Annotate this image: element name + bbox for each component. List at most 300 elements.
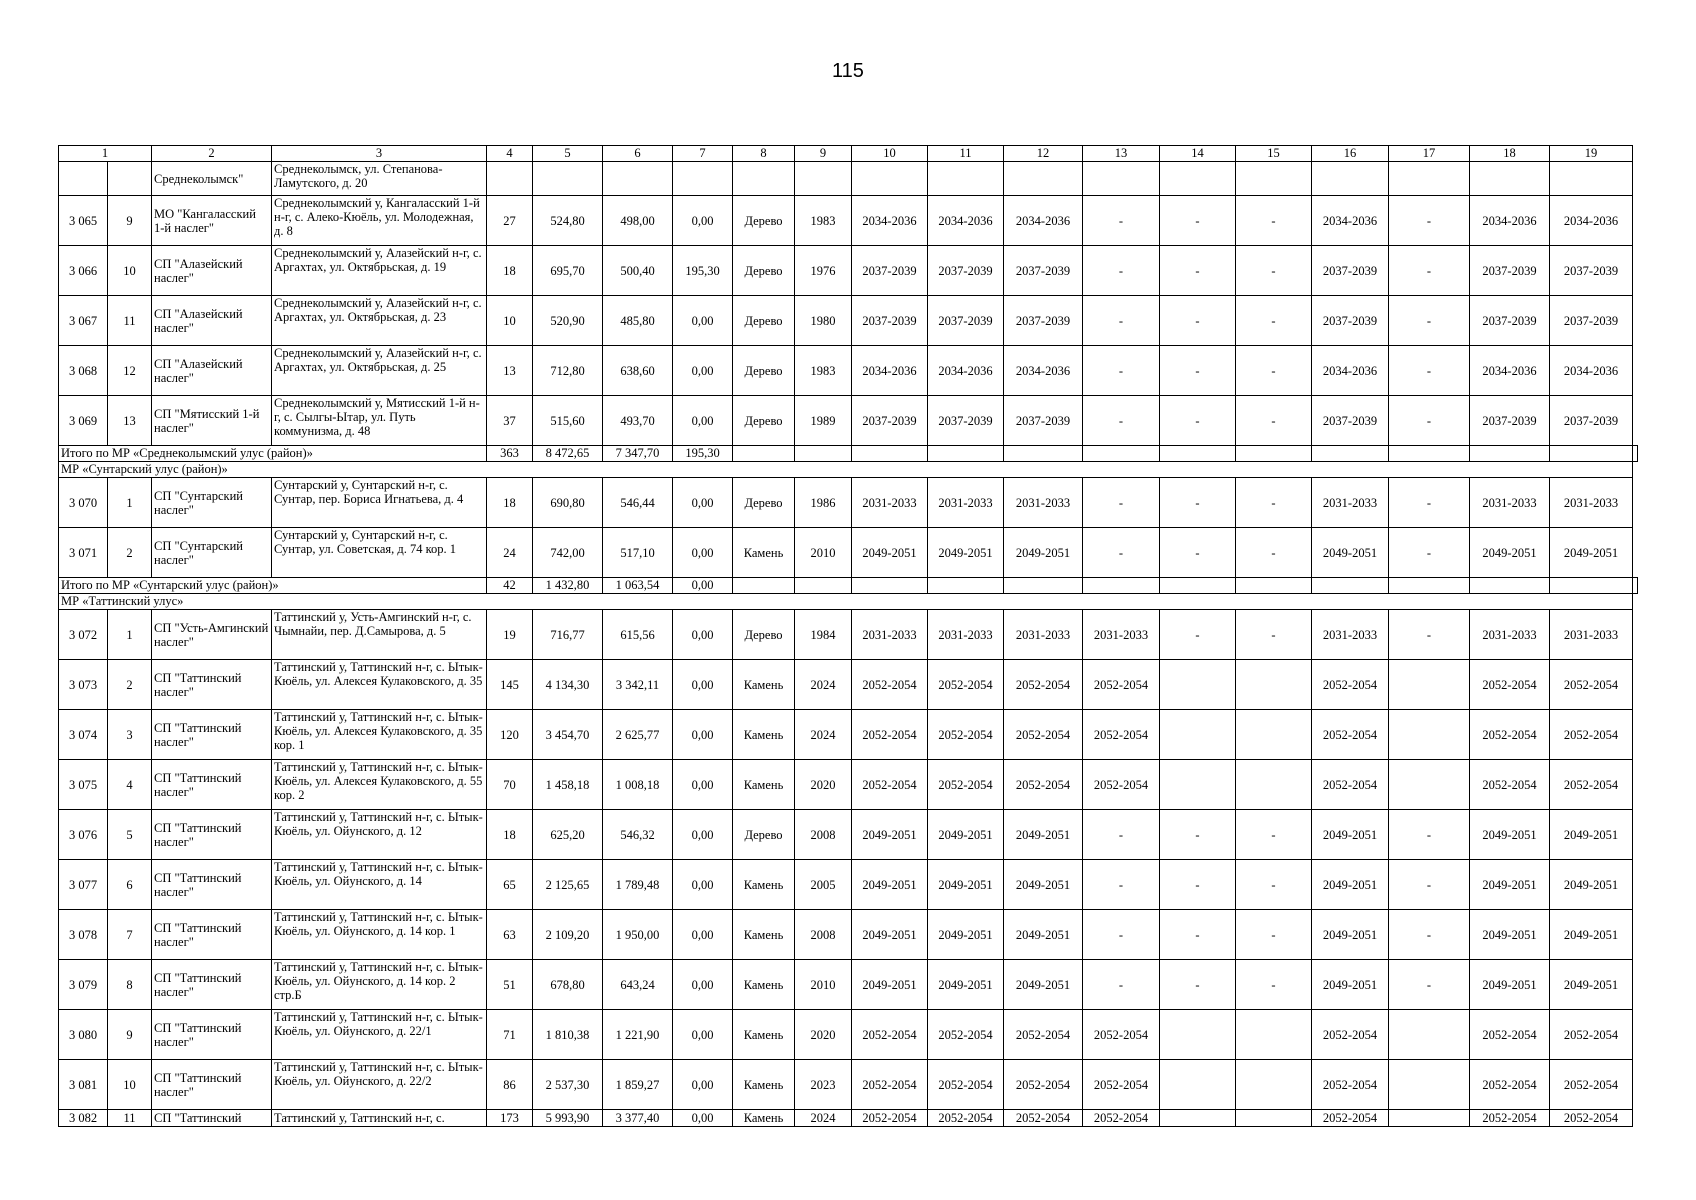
table-cell: 4 xyxy=(108,760,152,810)
table-cell: 0,00 xyxy=(673,960,733,1010)
table-cell: 3 xyxy=(108,710,152,760)
table-cell: 2034-2036 xyxy=(1550,346,1633,396)
table-cell: 2 125,65 xyxy=(533,860,603,910)
section-header-row xyxy=(59,594,1638,610)
table-cell xyxy=(1389,162,1470,196)
table-cell: 2052-2054 xyxy=(852,1110,928,1127)
table-cell: 51 xyxy=(487,960,533,1010)
table-cell: 2008 xyxy=(795,910,852,960)
table-cell xyxy=(1389,1010,1470,1060)
column-number-cell: 15 xyxy=(1236,146,1312,162)
table-cell: 3 454,70 xyxy=(533,710,603,760)
table-cell: 2052-2054 xyxy=(928,660,1004,710)
total-cell xyxy=(1083,578,1160,594)
table-cell: Дерево xyxy=(733,246,795,296)
table-cell: 546,44 xyxy=(603,478,673,528)
table-cell: 2049-2051 xyxy=(1312,810,1389,860)
table-row xyxy=(59,960,1638,1010)
address-cell: Среднеколымский у, Мятисский 1-й н-г, с. Сылгы-Ытар, ул. Путь коммунизма, д. 48 xyxy=(272,396,487,446)
table-cell: 1984 xyxy=(795,610,852,660)
table-cell: - xyxy=(1160,910,1236,960)
table-cell: 3 073 xyxy=(59,660,108,710)
table-cell: 2049-2051 xyxy=(1004,860,1083,910)
table-cell xyxy=(673,162,733,196)
table-cell xyxy=(1083,162,1160,196)
owner-cell: СП "Таттинский наслег" xyxy=(152,960,272,1010)
total-cell xyxy=(1160,578,1236,594)
address-cell: Среднеколымский у, Алазейский н-г, с. Аргахтах, ул. Октябрьская, д. 25 xyxy=(272,346,487,396)
column-number-cell: 16 xyxy=(1312,146,1389,162)
table-cell: Камень xyxy=(733,1010,795,1060)
total-cell: 7 347,70 xyxy=(603,446,673,462)
total-cell xyxy=(1004,578,1083,594)
table-cell: 2052-2054 xyxy=(928,1010,1004,1060)
address-cell: Таттинский у, Усть-Амгинский н-г, с. Чымнайи, пер. Д.Самырова, д. 5 xyxy=(272,610,487,660)
table-cell xyxy=(1236,710,1312,760)
table-cell: 2049-2051 xyxy=(1550,860,1633,910)
column-number-row xyxy=(59,146,1638,162)
table-cell: 2052-2054 xyxy=(852,660,928,710)
table-cell: 3 076 xyxy=(59,810,108,860)
table-cell: - xyxy=(1236,396,1312,446)
table-cell: 1 950,00 xyxy=(603,910,673,960)
table-cell xyxy=(1389,660,1470,710)
total-cell xyxy=(1236,578,1312,594)
table-cell: - xyxy=(1160,296,1236,346)
table-cell: 3 082 xyxy=(59,1110,108,1127)
table-cell: - xyxy=(1083,910,1160,960)
table-row xyxy=(59,478,1638,528)
table-cell: 2031-2033 xyxy=(1470,478,1550,528)
address-cell: Среднеколымский у, Кангаласский 1-й н-г, с. Алеко-Кюёль, ул. Молодежная, д. 8 xyxy=(272,196,487,246)
table-cell: 71 xyxy=(487,1010,533,1060)
table-cell: 1 810,38 xyxy=(533,1010,603,1060)
table-cell: 3 072 xyxy=(59,610,108,660)
table-cell xyxy=(1236,660,1312,710)
table-cell: 7 xyxy=(108,910,152,960)
table-cell: 2052-2054 xyxy=(1004,1010,1083,1060)
table-cell: - xyxy=(1160,396,1236,446)
total-cell: 42 xyxy=(487,578,533,594)
table-cell: 2024 xyxy=(795,1110,852,1127)
table-row xyxy=(59,196,1638,246)
table-cell: 12 xyxy=(108,346,152,396)
table-cell: 3 075 xyxy=(59,760,108,810)
table-cell: 2052-2054 xyxy=(928,760,1004,810)
address-cell: Таттинский у, Таттинский н-г, с. Ытык-Кюёль, ул. Ойунского, д. 14 кор. 1 xyxy=(272,910,487,960)
table-cell: 3 079 xyxy=(59,960,108,1010)
total-cell xyxy=(928,578,1004,594)
table-cell: 2049-2051 xyxy=(1550,528,1633,578)
table-cell xyxy=(1470,162,1550,196)
total-cell: 0,00 xyxy=(673,578,733,594)
table-cell: 2049-2051 xyxy=(1004,528,1083,578)
total-cell xyxy=(733,578,795,594)
table-cell: - xyxy=(1236,528,1312,578)
table-cell: 2 xyxy=(108,660,152,710)
table-cell: 485,80 xyxy=(603,296,673,346)
table-cell: 2049-2051 xyxy=(928,910,1004,960)
page-number: 115 xyxy=(832,60,864,82)
table-cell: 2052-2054 xyxy=(1083,1060,1160,1110)
table-cell xyxy=(487,162,533,196)
table-cell: 27 xyxy=(487,196,533,246)
table-cell: 3 077 xyxy=(59,860,108,910)
owner-cell: СП "Таттинский наслег" xyxy=(152,1010,272,1060)
total-cell xyxy=(795,446,852,462)
owner-cell: СП "Алазейский наслег" xyxy=(152,346,272,396)
total-cell xyxy=(1550,446,1633,462)
table-cell: 2010 xyxy=(795,960,852,1010)
table-cell: - xyxy=(1160,810,1236,860)
owner-cell: СП "Алазейский наслег" xyxy=(152,296,272,346)
column-number-cell: 1 xyxy=(59,146,152,162)
table-cell: 2037-2039 xyxy=(1004,246,1083,296)
table-cell: 2052-2054 xyxy=(1083,660,1160,710)
table-row xyxy=(59,1010,1638,1060)
table-cell: 0,00 xyxy=(673,860,733,910)
housing-register-table xyxy=(58,145,1638,1127)
table-cell: 1 859,27 xyxy=(603,1060,673,1110)
table-cell xyxy=(108,162,152,196)
column-number-cell: 8 xyxy=(733,146,795,162)
table-cell: - xyxy=(1083,810,1160,860)
table-cell: 0,00 xyxy=(673,910,733,960)
table-cell: 10 xyxy=(487,296,533,346)
table-cell: 3 066 xyxy=(59,246,108,296)
table-cell: 2031-2033 xyxy=(1470,610,1550,660)
table-cell: - xyxy=(1160,860,1236,910)
address-cell: Среднеколымский у, Алазейский н-г, с. Аргахтах, ул. Октябрьская, д. 19 xyxy=(272,246,487,296)
section-title: МР «Таттинский улус» xyxy=(59,594,1633,610)
table-cell: 2020 xyxy=(795,1010,852,1060)
table-cell: - xyxy=(1083,196,1160,246)
table-cell: 0,00 xyxy=(673,1060,733,1110)
table-cell: 18 xyxy=(487,810,533,860)
table-cell: 2049-2051 xyxy=(928,528,1004,578)
table-cell: 2049-2051 xyxy=(1470,860,1550,910)
table-cell: 2049-2051 xyxy=(852,960,928,1010)
table-cell: - xyxy=(1389,478,1470,528)
table-cell: 1 008,18 xyxy=(603,760,673,810)
owner-cell: СП "Таттинский наслег" xyxy=(152,660,272,710)
table-cell: - xyxy=(1389,346,1470,396)
table-cell: - xyxy=(1236,346,1312,396)
table-cell: - xyxy=(1160,528,1236,578)
table-row xyxy=(59,396,1638,446)
owner-cell: СП "Таттинский наслег" xyxy=(152,810,272,860)
column-number-cell: 7 xyxy=(673,146,733,162)
table-cell: 515,60 xyxy=(533,396,603,446)
table-cell: 2049-2051 xyxy=(852,860,928,910)
table-cell: - xyxy=(1389,860,1470,910)
table-row xyxy=(59,162,1638,196)
table-row xyxy=(59,528,1638,578)
table-cell: 1986 xyxy=(795,478,852,528)
table-cell: 11 xyxy=(108,296,152,346)
table-cell: 13 xyxy=(108,396,152,446)
table-cell: Дерево xyxy=(733,296,795,346)
total-cell xyxy=(1633,446,1638,462)
table-cell xyxy=(1389,710,1470,760)
table-cell: 0,00 xyxy=(673,478,733,528)
table-cell: 2052-2054 xyxy=(1312,1110,1389,1127)
table-cell: 2052-2054 xyxy=(1470,710,1550,760)
column-number-cell: 9 xyxy=(795,146,852,162)
total-cell xyxy=(733,446,795,462)
total-cell: 8 472,65 xyxy=(533,446,603,462)
table-cell: Дерево xyxy=(733,346,795,396)
table-row xyxy=(59,710,1638,760)
table-cell: 3 071 xyxy=(59,528,108,578)
column-number-cell: 18 xyxy=(1470,146,1550,162)
table-cell: 0,00 xyxy=(673,610,733,660)
total-cell: 363 xyxy=(487,446,533,462)
column-number-cell: 5 xyxy=(533,146,603,162)
table-cell: - xyxy=(1236,610,1312,660)
table-cell xyxy=(1160,1010,1236,1060)
table-cell: 2052-2054 xyxy=(1083,1110,1160,1127)
table-row xyxy=(59,760,1638,810)
table-cell: 2052-2054 xyxy=(1470,1110,1550,1127)
table-cell: 1983 xyxy=(795,196,852,246)
table-cell: 2034-2036 xyxy=(1550,196,1633,246)
table-cell: 2049-2051 xyxy=(1312,910,1389,960)
table-cell: 2052-2054 xyxy=(1550,760,1633,810)
table-cell: 70 xyxy=(487,760,533,810)
address-cell: Таттинский у, Таттинский н-г, с. Ытык-Кюёль, ул. Алексея Кулаковского, д. 35 xyxy=(272,660,487,710)
table-cell: Камень xyxy=(733,660,795,710)
table-cell: 520,90 xyxy=(533,296,603,346)
total-cell: 195,30 xyxy=(673,446,733,462)
table-cell: 2034-2036 xyxy=(1004,346,1083,396)
table-cell: - xyxy=(1389,810,1470,860)
table-cell: 6 xyxy=(108,860,152,910)
table-cell: - xyxy=(1083,246,1160,296)
table-cell: 65 xyxy=(487,860,533,910)
address-cell: Таттинский у, Таттинский н-г, с. Ытык-Кюёль, ул. Ойунского, д. 22/2 xyxy=(272,1060,487,1110)
table-cell: 11 xyxy=(108,1110,152,1127)
table-cell: Дерево xyxy=(733,810,795,860)
column-number-cell: 2 xyxy=(152,146,272,162)
owner-cell: СП "Таттинский наслег" xyxy=(152,710,272,760)
table-cell: 63 xyxy=(487,910,533,960)
table-cell: 2052-2054 xyxy=(1550,1110,1633,1127)
column-number-cell: 10 xyxy=(852,146,928,162)
table-cell: 2052-2054 xyxy=(1550,1060,1633,1110)
table-cell xyxy=(1160,1110,1236,1127)
table-cell: 3 377,40 xyxy=(603,1110,673,1127)
table-cell: 2034-2036 xyxy=(1470,346,1550,396)
table-row xyxy=(59,1110,1638,1127)
table-cell: 2031-2033 xyxy=(852,610,928,660)
owner-cell: СП "Таттинский наслег" xyxy=(152,860,272,910)
table-row xyxy=(59,910,1638,960)
table-cell: 2052-2054 xyxy=(928,1110,1004,1127)
address-cell: Таттинский у, Таттинский н-г, с. Ытык-Кюёль, ул. Ойунского, д. 14 xyxy=(272,860,487,910)
table-cell: 1 xyxy=(108,610,152,660)
table-cell: 2049-2051 xyxy=(1004,810,1083,860)
table-cell: 2052-2054 xyxy=(1470,660,1550,710)
column-number-cell: 3 xyxy=(272,146,487,162)
table-cell: 2024 xyxy=(795,710,852,760)
section-header-row xyxy=(59,462,1638,478)
table-cell: 2008 xyxy=(795,810,852,860)
table-cell xyxy=(1236,162,1312,196)
table-cell: - xyxy=(1160,196,1236,246)
table-cell: 2049-2051 xyxy=(852,528,928,578)
table-cell: 2037-2039 xyxy=(928,296,1004,346)
table-cell: 0,00 xyxy=(673,346,733,396)
total-cell xyxy=(1083,446,1160,462)
table-cell: 0,00 xyxy=(673,1110,733,1127)
table-cell: 19 xyxy=(487,610,533,660)
table-cell: - xyxy=(1083,396,1160,446)
table-cell: - xyxy=(1236,810,1312,860)
table-cell xyxy=(1236,760,1312,810)
column-number-cell: 12 xyxy=(1004,146,1083,162)
table-cell: 2049-2051 xyxy=(1312,528,1389,578)
total-cell xyxy=(1633,578,1638,594)
table-cell: 0,00 xyxy=(673,296,733,346)
table-cell: 2031-2033 xyxy=(1312,610,1389,660)
table-cell: - xyxy=(1236,860,1312,910)
total-cell xyxy=(852,578,928,594)
table-cell: 615,56 xyxy=(603,610,673,660)
table-cell: 2049-2051 xyxy=(1470,810,1550,860)
table-cell: 638,60 xyxy=(603,346,673,396)
total-label: Итого по МР «Среднеколымский улус (район)» xyxy=(59,446,487,462)
owner-cell: СП "Таттинский наслег" xyxy=(152,910,272,960)
table-cell xyxy=(1236,1010,1312,1060)
table-cell: Камень xyxy=(733,860,795,910)
table-cell: 2052-2054 xyxy=(1470,760,1550,810)
owner-cell: СП "Сунтарский наслег" xyxy=(152,528,272,578)
column-number-cell: 4 xyxy=(487,146,533,162)
table-cell: - xyxy=(1160,346,1236,396)
table-cell: 643,24 xyxy=(603,960,673,1010)
table-cell: 2031-2033 xyxy=(928,478,1004,528)
table-cell: 2037-2039 xyxy=(928,396,1004,446)
table-cell: 9 xyxy=(108,196,152,246)
address-cell: Сунтарский у, Сунтарский н-г, с. Сунтар, пер. Бориса Игнатьева, д. 4 xyxy=(272,478,487,528)
table-cell: Дерево xyxy=(733,196,795,246)
table-cell: 24 xyxy=(487,528,533,578)
table-cell xyxy=(1160,710,1236,760)
address-cell: Таттинский у, Таттинский н-г, с. Ытык-Кюёль, ул. Алексея Кулаковского, д. 55 кор. 2 xyxy=(272,760,487,810)
table-cell: 2052-2054 xyxy=(1470,1060,1550,1110)
table-row xyxy=(59,610,1638,660)
table-cell: 2031-2033 xyxy=(1004,610,1083,660)
table-cell: 2049-2051 xyxy=(1470,960,1550,1010)
table-cell: 195,30 xyxy=(673,246,733,296)
table-cell xyxy=(1236,1110,1312,1127)
table-cell: 742,00 xyxy=(533,528,603,578)
table-cell: 2052-2054 xyxy=(1312,660,1389,710)
table-cell: 3 074 xyxy=(59,710,108,760)
table-cell: 2037-2039 xyxy=(1004,296,1083,346)
total-cell xyxy=(1004,446,1083,462)
column-number-cell: 17 xyxy=(1389,146,1470,162)
total-label: Итого по МР «Сунтарский улус (район)» xyxy=(59,578,487,594)
table-cell: 2031-2033 xyxy=(1083,610,1160,660)
table-cell: 2020 xyxy=(795,760,852,810)
table-cell: 0,00 xyxy=(673,760,733,810)
table-cell: 2034-2036 xyxy=(928,346,1004,396)
table-cell: - xyxy=(1083,296,1160,346)
address-cell: Таттинский у, Таттинский н-г, с. Ытык-Кюёль, ул. Ойунского, д. 12 xyxy=(272,810,487,860)
table-cell: - xyxy=(1236,478,1312,528)
table-cell: 2037-2039 xyxy=(1550,396,1633,446)
table-cell: - xyxy=(1389,246,1470,296)
address-cell: Таттинский у, Таттинский н-г, с. Ытык-Кюёль, ул. Ойунского, д. 22/1 xyxy=(272,1010,487,1060)
table-cell: - xyxy=(1389,196,1470,246)
total-cell: 1 432,80 xyxy=(533,578,603,594)
table-cell: 695,70 xyxy=(533,246,603,296)
table-cell: 2049-2051 xyxy=(1470,910,1550,960)
table-cell: 86 xyxy=(487,1060,533,1110)
table-cell: 1983 xyxy=(795,346,852,396)
table-cell: 2052-2054 xyxy=(928,1060,1004,1110)
table-cell: 2049-2051 xyxy=(1550,810,1633,860)
table-cell xyxy=(733,162,795,196)
table-cell: 2 537,30 xyxy=(533,1060,603,1110)
table-cell: 2049-2051 xyxy=(852,910,928,960)
table-cell: 2031-2033 xyxy=(928,610,1004,660)
table-cell: 8 xyxy=(108,960,152,1010)
table-cell: 0,00 xyxy=(673,660,733,710)
table-cell: 3 078 xyxy=(59,910,108,960)
table-cell xyxy=(852,162,928,196)
table-cell: 716,77 xyxy=(533,610,603,660)
table-cell: - xyxy=(1160,246,1236,296)
table-cell: - xyxy=(1389,396,1470,446)
table-cell: 2037-2039 xyxy=(852,396,928,446)
table-cell: 145 xyxy=(487,660,533,710)
table-cell xyxy=(1236,1060,1312,1110)
table-row xyxy=(59,296,1638,346)
table-cell: 2049-2051 xyxy=(1312,960,1389,1010)
table-cell: 10 xyxy=(108,246,152,296)
table-cell: 2052-2054 xyxy=(1312,1010,1389,1060)
table-cell xyxy=(1389,1110,1470,1127)
table-row xyxy=(59,1060,1638,1110)
table-cell: 2037-2039 xyxy=(1312,296,1389,346)
total-cell xyxy=(852,446,928,462)
section-title: МР «Сунтарский улус (район)» xyxy=(59,462,1633,478)
table-cell: 2052-2054 xyxy=(1083,1010,1160,1060)
table-cell: 0,00 xyxy=(673,528,733,578)
total-cell xyxy=(1470,578,1550,594)
table-cell: 5 xyxy=(108,810,152,860)
table-cell: 2052-2054 xyxy=(1312,710,1389,760)
table-cell: 500,40 xyxy=(603,246,673,296)
table-cell: 2052-2054 xyxy=(1312,760,1389,810)
total-cell xyxy=(928,446,1004,462)
owner-cell: МО "Кангаласский 1-й наслег" xyxy=(152,196,272,246)
address-cell: Таттинский у, Таттинский н-г, с. Ытык-Кюёль, ул. Ойунского, д. 14 кор. 2 стр.Б xyxy=(272,960,487,1010)
table-cell: 1989 xyxy=(795,396,852,446)
table-cell xyxy=(795,162,852,196)
table-cell: 1 xyxy=(108,478,152,528)
owner-cell: СП "Мятисский 1-й наслег" xyxy=(152,396,272,446)
table-cell: 2052-2054 xyxy=(1470,1010,1550,1060)
column-number-cell: 13 xyxy=(1083,146,1160,162)
table-cell: 18 xyxy=(487,246,533,296)
table-cell: 2 xyxy=(108,528,152,578)
owner-cell: СП "Таттинский наслег" xyxy=(152,1060,272,1110)
table-cell: 2049-2051 xyxy=(1004,910,1083,960)
